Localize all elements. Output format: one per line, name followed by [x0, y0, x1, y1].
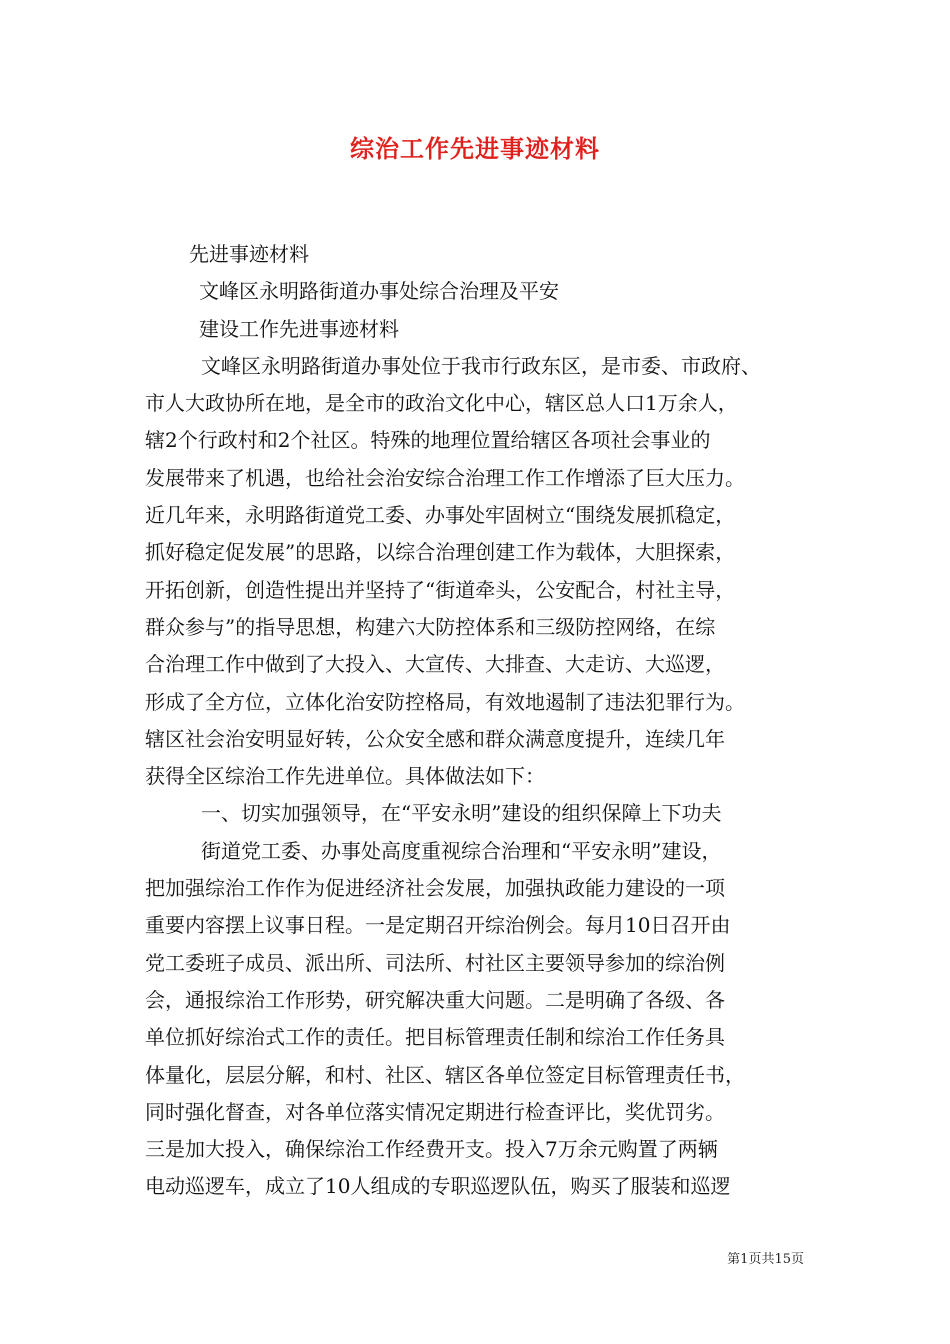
document-body: [145, 236, 815, 1206]
paragraph-line: 辖2个行政村和2个社区。特殊的地理位置给辖区各项社会事业的: [145, 428, 711, 453]
paragraph-line: 街道党工委、办事处高度重视综合治理和“平安永明”建设，: [201, 838, 722, 863]
paragraph-line: 文峰区永明路街道办事处位于我市行政东区，是市委、市政府、: [201, 353, 761, 378]
page-number: 第1页共15页: [727, 1252, 804, 1267]
paragraph-line: 合治理工作中做到了大投入、大宣传、大排查、大走访、大巡逻，: [145, 652, 725, 677]
paragraph-line: 重要内容摆上议事日程。一是定期召开综治例会。每月10日召开由: [145, 913, 731, 938]
paragraph-line: 获得全区综治工作先进单位。具体做法如下：: [145, 764, 545, 789]
paragraph-line: 电动巡逻车，成立了10人组成的专职巡逻队伍，购买了服装和巡逻: [145, 1174, 731, 1199]
paragraph-line: 文峰区永明路街道办事处综合治理及平安: [199, 279, 559, 304]
section-heading: 一、切实加强领导，在“平安永明”建设的组织保障上下功夫: [201, 801, 722, 826]
paragraph-line: 三是加大投入，确保综治工作经费开支。投入7万余元购置了两辆: [145, 1137, 718, 1162]
paragraph-line: 群众参与”的指导思想，构建六大防控体系和三级防控网络，在综: [145, 614, 716, 639]
paragraph-line: 形成了全方位，立体化治安防控格局，有效地遏制了违法犯罪行为。: [145, 689, 745, 714]
paragraph-line: 抓好稳定促发展”的思路，以综合治理创建工作为载体，大胆探索，: [145, 540, 736, 565]
paragraph-line: 近几年来，永明路街道党工委、办事处牢固树立“围绕发展抓稳定，: [145, 503, 736, 528]
paragraph-line: 市人大政协所在地，是全市的政治文化中心，辖区总人口1万余人，: [145, 391, 738, 416]
paragraph-line: 先进事迹材料: [189, 242, 309, 266]
paragraph-line: 单位抓好综治式工作的责任。把目标管理责任制和综治工作任务具: [145, 1025, 725, 1050]
paragraph-line: 把加强综治工作作为促进经济社会发展，加强执政能力建设的一项: [145, 876, 725, 901]
paragraph-line: 同时强化督查，对各单位落实情况定期进行检查评比，奖优罚劣。: [145, 1099, 725, 1124]
paragraph-line: 会，通报综治工作形势，研究解决重大问题。二是明确了各级、各: [145, 987, 725, 1012]
paragraph-line: 开拓创新，创造性提出并坚持了“街道牵头，公安配合，村社主导，: [145, 577, 736, 602]
paragraph-line: 建设工作先进事迹材料: [199, 316, 399, 341]
document-title: 综治工作先进事迹材料: [350, 134, 600, 163]
paragraph-line: 辖区社会治安明显好转，公众安全感和群众满意度提升，连续几年: [145, 726, 725, 751]
paragraph-line: 体量化，层层分解，和村、社区、辖区各单位签定目标管理责任书，: [145, 1062, 745, 1087]
paragraph-line: 发展带来了机遇，也给社会治安综合治理工作工作增添了巨大压力。: [145, 465, 745, 490]
paragraph-line: 党工委班子成员、派出所、司法所、村社区主要领导参加的综治例: [145, 950, 725, 975]
